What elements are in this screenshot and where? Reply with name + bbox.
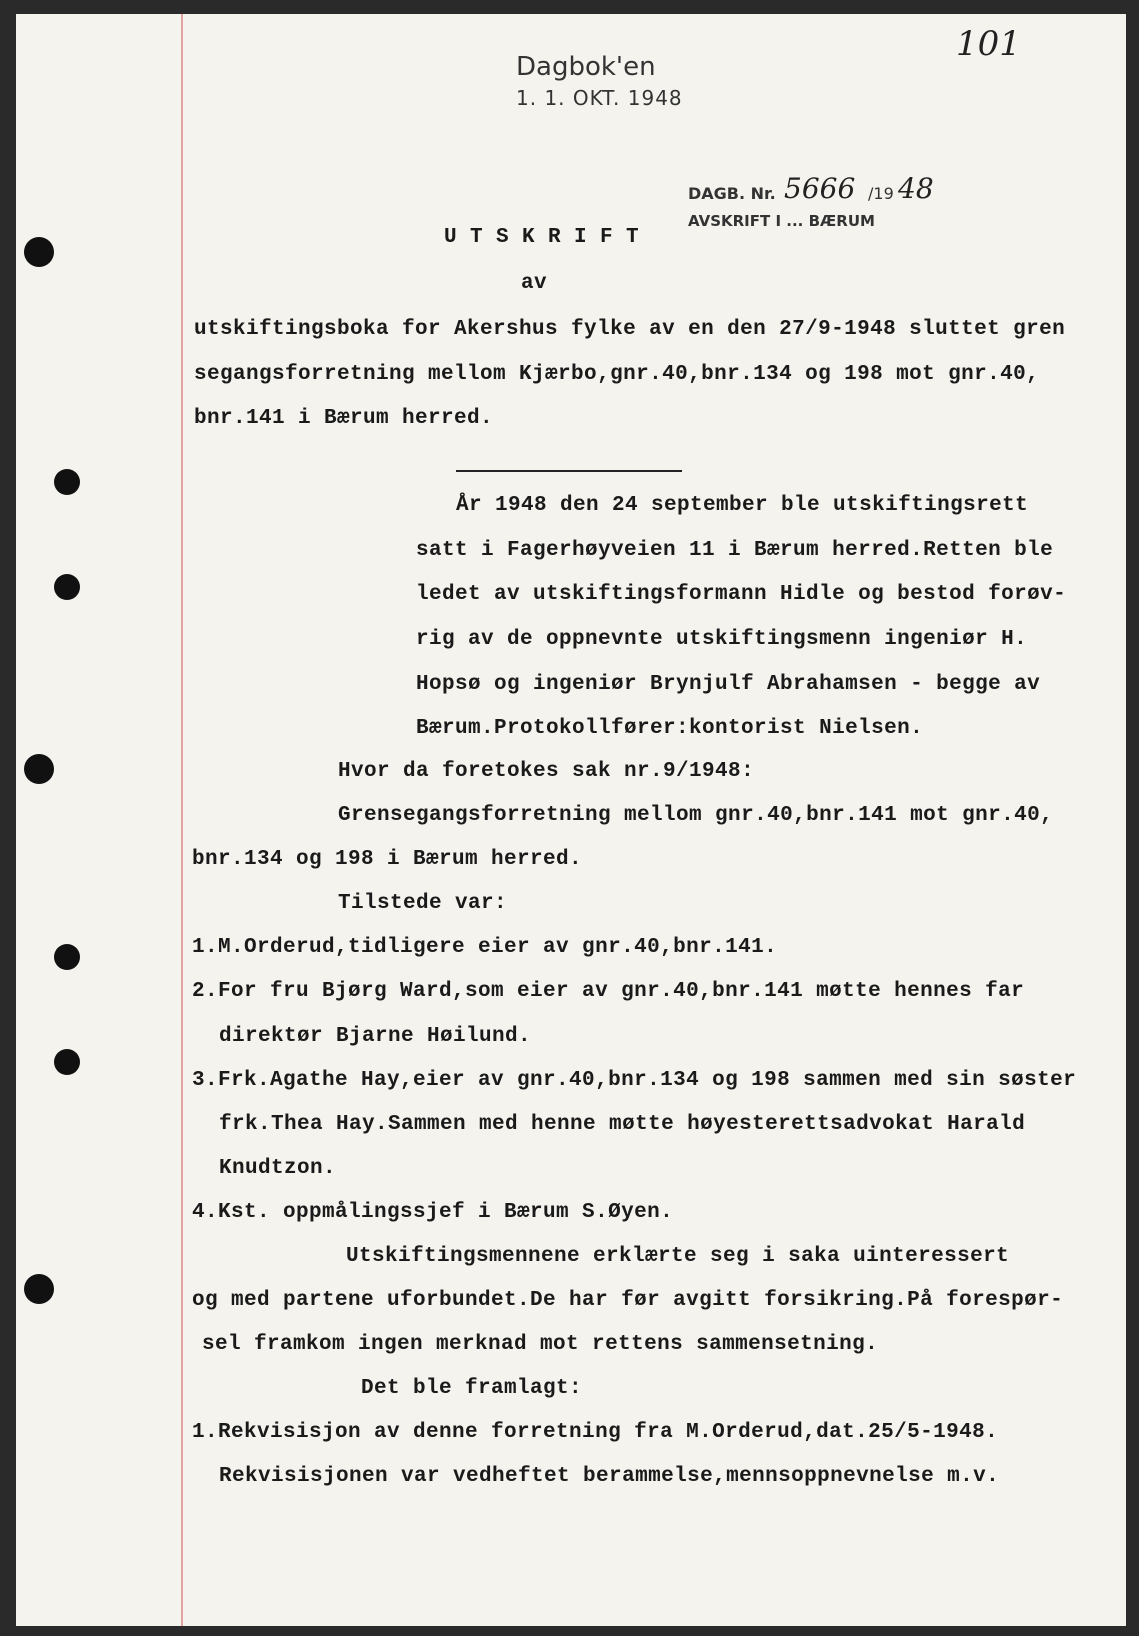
text-line: Rekvisisjonen var vedheftet berammelse,mennsoppnevnelse m.v. (219, 1465, 1000, 1488)
text-line: bnr.141 i Bærum herred. (194, 407, 494, 430)
text-line: Det ble framlagt: (361, 1377, 583, 1400)
dagb-stamp-label: DAGB. Nr. (688, 184, 776, 203)
text-line: utskiftingsboka for Akershus fylke av en den 27/9-1948 sluttet gren (194, 318, 1066, 341)
dagb-stamp-line2: AVSKRIFT I ... BÆRUM (688, 212, 875, 230)
text-line: rig av de oppnevnte utskiftingsmenn ingeniør H. (416, 628, 1028, 651)
document-page (16, 14, 1126, 1626)
text-line: 3.Frk.Agathe Hay,eier av gnr.40,bnr.134 og 198 sammen med sin søster (192, 1069, 1077, 1092)
text-line: direktør Bjarne Høilund. (219, 1025, 532, 1048)
punch-hole (54, 1049, 80, 1075)
dagb-stamp-number: 5666 (784, 172, 856, 205)
punch-hole (24, 1274, 54, 1304)
punch-hole (54, 944, 80, 970)
text-line: bnr.134 og 198 i Bærum herred. (192, 848, 583, 871)
text-line: 1.Rekvisisjon av denne forretning fra M.Orderud,dat.25/5-1948. (192, 1421, 999, 1444)
section-divider (456, 470, 682, 472)
text-line: Tilstede var: (338, 892, 508, 915)
text-line: satt i Fagerhøyveien 11 i Bærum herred.Retten ble (416, 539, 1054, 562)
text-line: segangsforretning mellom Kjærbo,gnr.40,bnr.134 og 198 mot gnr.40, (194, 363, 1040, 386)
dagbok-stamp-title: Dagbok'en (516, 52, 656, 82)
text-line: frk.Thea Hay.Sammen med henne møtte høyesterettsadvokat Harald (219, 1113, 1026, 1136)
punch-hole (54, 574, 80, 600)
text-line: Grensegangsforretning mellom gnr.40,bnr.141 mot gnr.40, (338, 804, 1054, 827)
sub-heading: av (521, 272, 548, 295)
text-line: 2.For fru Bjørg Ward,som eier av gnr.40,bnr.141 møtte hennes far (192, 980, 1025, 1003)
text-line: og med partene uforbundet.De har før avgitt forsikring.På forespør- (192, 1289, 1064, 1312)
punch-hole (54, 469, 80, 495)
margin-line (181, 14, 183, 1626)
text-line: Hvor da foretokes sak nr.9/1948: (338, 760, 755, 783)
dagbok-stamp-date: 1. 1. OKT. 1948 (516, 86, 683, 110)
text-line: 1.M.Orderud,tidligere eier av gnr.40,bnr.141. (192, 936, 778, 959)
text-line: År 1948 den 24 september ble utskiftingsrett (456, 494, 1029, 517)
text-line: sel framkom ingen merknad mot rettens sammensetning. (202, 1333, 879, 1356)
text-line: Knudtzon. (219, 1157, 337, 1180)
text-line: Hopsø og ingeniør Brynjulf Abrahamsen - begge av (416, 673, 1041, 696)
text-line: ledet av utskiftingsformann Hidle og bestod forøv- (416, 583, 1067, 606)
text-line: Utskiftingsmennene erklærte seg i saka uinteressert (346, 1245, 1010, 1268)
heading: U T S K R I F T (444, 226, 640, 249)
text-line: 4.Kst. oppmålingssjef i Bærum S.Øyen. (192, 1201, 674, 1224)
punch-hole (24, 754, 54, 784)
text-line: Bærum.Protokollfører:kontorist Nielsen. (416, 717, 924, 740)
page-number: 101 (956, 24, 1021, 64)
dagb-stamp-year: 48 (898, 172, 934, 205)
dagb-stamp-year-prefix: /19 (868, 184, 894, 203)
punch-hole (24, 237, 54, 267)
